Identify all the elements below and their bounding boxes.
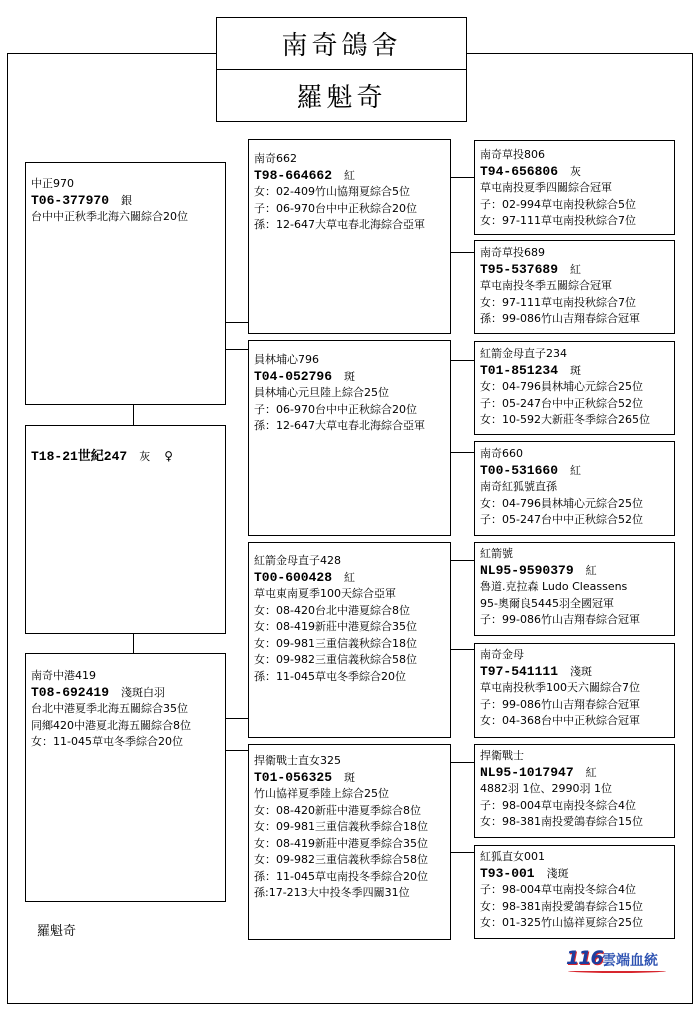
great-grandparent-name: 南奇草投806 xyxy=(480,148,545,161)
great-grandparent-box xyxy=(474,542,675,636)
connector-line xyxy=(450,649,474,650)
connector-line xyxy=(225,349,248,350)
connector-line xyxy=(450,360,474,361)
great-grandparent-note: 子：05-247台中中正秋綜合52位 xyxy=(480,396,643,410)
great-grandparent-box xyxy=(474,643,675,738)
dam-ring-line xyxy=(31,685,225,702)
great-grandparent-note: 女：98-381南投愛鴿春綜合15位 xyxy=(480,815,643,828)
sire-name: 中正970 xyxy=(31,177,74,190)
great-grandparent-color: 紅 xyxy=(585,765,597,779)
great-grandparent-note: 女：01-325竹山協祥夏綜合25位 xyxy=(480,916,643,929)
dam-note: 台北中港夏季北海五關綜合35位 xyxy=(31,702,188,715)
logo xyxy=(566,947,670,975)
sire-note: 台中中正秋季北海六關綜合20位 xyxy=(31,210,188,223)
great-grandparent-box xyxy=(474,341,675,435)
great-grandparent-box xyxy=(474,140,675,235)
subject-ring: T18-21世紀247 xyxy=(31,449,128,464)
grandparent-name: 捍衛戰士直女325 xyxy=(254,754,341,767)
grandparent-ring: T01-056325 xyxy=(254,769,333,785)
great-grandparent-color: 紅 xyxy=(585,563,597,577)
great-grandparent-ring: T95-537689 xyxy=(480,261,559,277)
grandparent-note: 女：08-420台北中港夏綜合8位 xyxy=(254,603,410,617)
grandparent-note: 女：08-420新莊中港夏季綜合8位 xyxy=(254,803,421,817)
connector-line xyxy=(450,177,474,178)
dam-box xyxy=(25,653,226,902)
great-grandparent-note: 南奇紅狐號直孫 xyxy=(480,480,557,493)
subject-box xyxy=(25,425,226,634)
great-grandparent-box xyxy=(474,240,675,334)
female-icon: ♀ xyxy=(164,449,174,463)
connector-line xyxy=(133,404,134,425)
connector-line xyxy=(133,633,134,653)
grandparent-note: 孫:17-213大中投冬季四關31位 xyxy=(254,886,410,899)
great-grandparent-note: 子：98-004草屯南投冬綜合4位 xyxy=(480,798,636,812)
great-grandparent-name: 南奇660 xyxy=(480,447,523,460)
great-grandparent-ring: T00-531660 xyxy=(480,462,559,478)
grandparent-note: 女：09-981三重信義秋綜合18位 xyxy=(254,636,417,650)
great-grandparent-ring-line xyxy=(480,866,674,883)
grandparent-ring-line xyxy=(254,168,450,185)
grandparent-ring: T98-664662 xyxy=(254,167,333,183)
grandparent-note: 竹山協祥夏季陸上綜合25位 xyxy=(254,787,389,800)
great-grandparent-note: 女：04-368台中中正秋綜合冠軍 xyxy=(480,714,640,727)
grandparent-note: 女：02-409竹山協翔夏綜合5位 xyxy=(254,185,410,198)
great-grandparent-name: 南奇草投689 xyxy=(480,246,545,259)
great-grandparent-ring: T97-541111 xyxy=(480,663,559,679)
great-grandparent-note: 子：98-004草屯南投冬綜合4位 xyxy=(480,883,636,896)
logo-number: 116 xyxy=(566,947,603,969)
grandparent-ring-line xyxy=(254,570,450,587)
great-grandparent-ring: NL95-9590379 xyxy=(480,562,574,578)
connector-line xyxy=(225,322,248,323)
grandparent-note: 女：08-419新莊中港夏綜合35位 xyxy=(254,620,417,633)
connector-line xyxy=(450,852,474,853)
great-grandparent-name: 南奇金母 xyxy=(480,648,524,661)
connector-line xyxy=(450,252,474,253)
grandparent-box xyxy=(248,542,451,738)
great-grandparent-ring-line xyxy=(480,765,674,782)
dam-note: 同鄉420中港夏北海五關綜合8位 xyxy=(31,718,191,732)
grandparent-note: 孫：12-647大草屯春北海綜合亞軍 xyxy=(254,218,425,231)
great-grandparent-ring: T94-656806 xyxy=(480,163,559,179)
great-grandparent-note: 子：99-086竹山吉翔春綜合冠軍 xyxy=(480,697,640,711)
sire-ring-line xyxy=(31,193,225,210)
great-grandparent-name: 紅狐直女001 xyxy=(480,850,545,863)
great-grandparent-note: 女：98-381南投愛鴿春綜合15位 xyxy=(480,899,643,913)
subject-color: 灰 xyxy=(139,450,151,463)
grandparent-box xyxy=(248,744,451,940)
great-grandparent-color: 灰 xyxy=(570,164,582,178)
great-grandparent-ring-line xyxy=(480,664,674,681)
logo-swoosh-icon xyxy=(568,969,666,973)
grandparent-color: 紅 xyxy=(344,168,356,182)
great-grandparent-ring-line xyxy=(480,262,674,279)
great-grandparent-note: 女：04-796員林埔心元綜合25位 xyxy=(480,496,643,510)
grandparent-note: 子：06-970台中中正秋綜合20位 xyxy=(254,402,417,416)
sire-ring: T06-377970 xyxy=(31,192,110,208)
connector-line xyxy=(450,452,474,453)
great-grandparent-note: 草屯南投夏季四關綜合冠軍 xyxy=(480,181,612,194)
great-grandparent-color: 斑 xyxy=(570,363,582,377)
great-grandparent-note: 女：97-111草屯南投秋綜合7位 xyxy=(480,214,636,227)
grandparent-color: 紅 xyxy=(344,570,356,584)
great-grandparent-box xyxy=(474,845,675,939)
connector-line xyxy=(450,762,474,763)
great-grandparent-ring: T93-001 xyxy=(480,865,535,881)
great-grandparent-box xyxy=(474,744,675,838)
great-grandparent-color: 紅 xyxy=(570,463,582,477)
great-grandparent-color: 淺斑 xyxy=(570,664,593,678)
great-grandparent-ring-line xyxy=(480,563,674,580)
great-grandparent-ring: T01-851234 xyxy=(480,362,559,378)
dam-color: 淺斑白羽 xyxy=(121,685,166,699)
grandparent-ring-line xyxy=(254,770,450,787)
grandparent-name: 南奇662 xyxy=(254,152,297,165)
grandparent-note: 女：09-982三重信義秋季綜合58位 xyxy=(254,853,428,866)
grandparent-color: 斑 xyxy=(344,369,356,383)
dam-name: 南奇中港419 xyxy=(31,669,96,682)
great-grandparent-ring: NL95-1017947 xyxy=(480,764,574,780)
great-grandparent-name: 紅箭金母直子234 xyxy=(480,347,567,360)
great-grandparent-color: 紅 xyxy=(570,262,582,276)
great-grandparent-note: 子：99-086竹山吉翔春綜合冠軍 xyxy=(480,613,640,626)
grandparent-ring: T00-600428 xyxy=(254,569,333,585)
great-grandparent-ring-line xyxy=(480,164,674,181)
sire-box xyxy=(25,162,226,405)
logo-text: 雲端血統 xyxy=(602,953,658,969)
great-grandparent-note: 草屯南投秋季100天六關綜合7位 xyxy=(480,681,640,694)
breeder-name: 羅魁奇 xyxy=(217,69,466,121)
grandparent-note: 女：09-982三重信義秋綜合58位 xyxy=(254,653,417,666)
great-grandparent-ring-line xyxy=(480,463,674,480)
great-grandparent-note: 女：97-111草屯南投秋綜合7位 xyxy=(480,295,636,309)
great-grandparent-name: 捍衛戰士 xyxy=(480,749,524,762)
grandparent-note: 孫：12-647大草屯春北海綜合亞軍 xyxy=(254,419,425,432)
sire-color: 銀 xyxy=(121,193,133,207)
grandparent-note: 女：09-981三重信義秋季綜合18位 xyxy=(254,820,428,833)
breeder-signature: 羅魁奇 xyxy=(37,924,77,939)
connector-line xyxy=(225,718,248,719)
grandparent-note: 員林埔心元旦陸上綜合25位 xyxy=(254,386,389,399)
great-grandparent-note: 4882羽 1位、2990羽 1位 xyxy=(480,782,612,795)
grandparent-box xyxy=(248,340,451,536)
grandparent-ring-line xyxy=(254,369,450,386)
great-grandparent-color: 淺斑 xyxy=(546,866,569,880)
great-grandparent-name: 紅箭號 xyxy=(480,547,513,560)
great-grandparent-note: 子：05-247台中中正秋綜合52位 xyxy=(480,513,643,526)
connector-line xyxy=(225,750,248,751)
great-grandparent-note: 女：04-796員林埔心元綜合25位 xyxy=(480,380,643,393)
dam-note: 女：11-045草屯冬季綜合20位 xyxy=(31,735,183,748)
great-grandparent-ring-line xyxy=(480,363,674,380)
grandparent-note: 女：08-419新莊中港夏季綜合35位 xyxy=(254,836,428,850)
loft-name: 南奇鴿舍 xyxy=(281,31,402,61)
subject-ring-line xyxy=(31,448,225,465)
great-grandparent-note: 魯道.克拉森 Ludo Cleassens xyxy=(480,580,628,593)
great-grandparent-box xyxy=(474,441,675,536)
grandparent-name: 員林埔心796 xyxy=(254,353,319,366)
grandparent-note: 子：06-970台中中正秋綜合20位 xyxy=(254,201,417,215)
connector-line xyxy=(450,560,474,561)
great-grandparent-note: 子：02-994草屯南投秋綜合5位 xyxy=(480,197,636,211)
grandparent-note: 草屯東南夏季100天綜合亞軍 xyxy=(254,587,396,600)
great-grandparent-note: 女：10-592大新莊冬季綜合265位 xyxy=(480,413,650,426)
grandparent-name: 紅箭金母直子428 xyxy=(254,554,341,567)
grandparent-note: 孫：11-045草屯南投冬季綜合20位 xyxy=(254,869,428,883)
header-box xyxy=(216,17,467,122)
great-grandparent-note: 草屯南投冬季五關綜合冠軍 xyxy=(480,279,612,292)
grandparent-box xyxy=(248,139,451,334)
dam-ring: T08-692419 xyxy=(31,684,110,700)
great-grandparent-note: 95-奧爾良5445羽全國冠軍 xyxy=(480,596,614,610)
great-grandparent-note: 孫：99-086竹山吉翔春綜合冠軍 xyxy=(480,312,640,325)
grandparent-color: 斑 xyxy=(344,770,356,784)
grandparent-ring: T04-052796 xyxy=(254,368,333,384)
grandparent-note: 孫：11-045草屯冬季綜合20位 xyxy=(254,669,406,683)
